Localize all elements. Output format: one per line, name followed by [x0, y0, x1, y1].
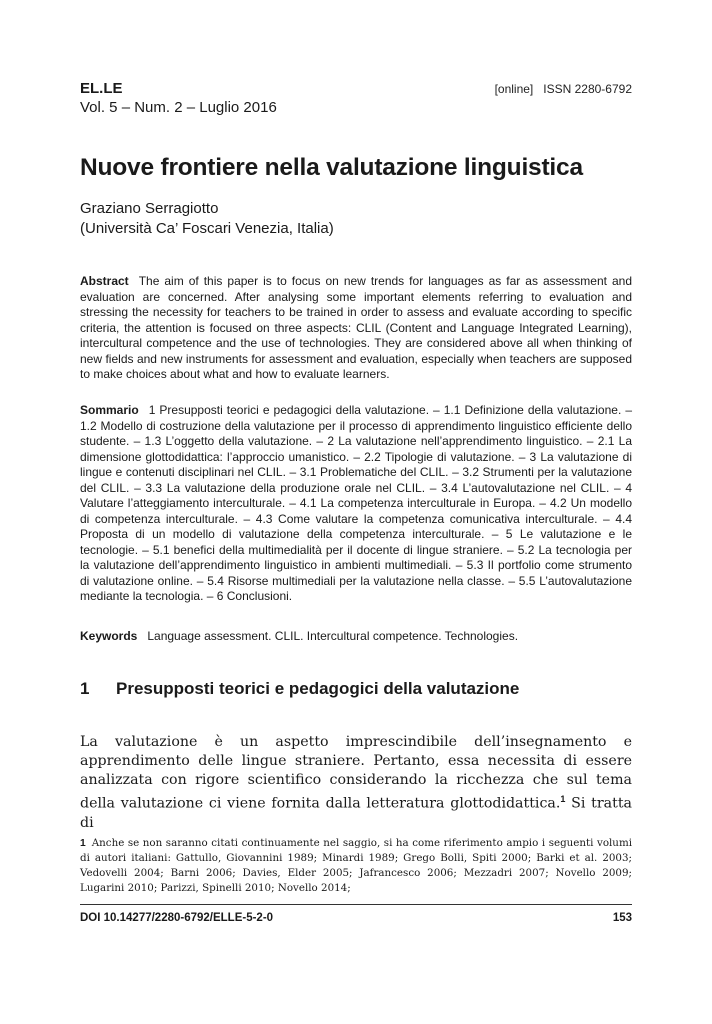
page-number: 153: [612, 912, 632, 924]
footnote-reference[interactable]: 1: [560, 794, 566, 804]
abstract: [80, 274, 632, 383]
keywords-label: Keywords: [80, 629, 138, 643]
keywords-text: Language assessment. CLIL. Intercultural competence. Technologies.: [147, 629, 519, 643]
issn-info: [495, 82, 632, 96]
body-text: La valutazione è un aspetto imprescindibile dell’insegnamento e apprendimento delle lingue straniere. Pertanto, essa necessita di essere analizzata con rigore scientifico considerando la ricchezza che sul tema della valutazione ci viene fornita dalla letteratura glottodidattica.: [80, 734, 632, 812]
online-label: [online]: [494, 82, 534, 96]
issn-number: ISSN 2280-6792: [543, 82, 632, 96]
footnote-number: 1: [80, 838, 86, 849]
journal-header: [80, 80, 632, 118]
section-heading: [80, 678, 632, 700]
author-name: Graziano Serragiotto: [80, 200, 219, 217]
body-paragraph: [80, 733, 632, 833]
section-number: 1: [80, 679, 90, 698]
summary-text: 1 Presupposti teorici e pedagogici della valutazione. – 1.1 Definizione della valutazione. – 1.2 Modello di costruzione della valutazione per il processo di apprendimento linguistico efficiente dello studente. – 1.3 L’oggetto della valutazione. – 2 La valutazione nell’apprendimento linguistico. – 2.1 La dimensione glottodidattica: l’approccio umanistico. – 2.2 Tipologie di valutazione. – 3 La valutazione di lingue e contenuti disciplinari nel CLIL. – 3.1 Problematiche del CLIL. – 3.2 Strumenti per la valutazione del CLIL. – 3.3 La valutazione della produzione orale nel CLIL. – 3.4 L’autovalutazione nel CLIL. – 4 Valutare l’atteggiamento interculturale. – 4.1 La competenza interculturale in Europa. – 4.2 Un modello di competenza interculturale. – 4.3 Come valutare la competenza comunicativa interculturale. – 4.4 Proposta di un modello di valutazione della competenza interculturale. – 5 Le valutazione e le tecnologie. – 5.1 benefici della multimedialità per il docente di lingue straniere. – 5.2 La tecnologia per la valutazione dell’apprendimento linguistico in ambienti multimediali. – 5.3 Il portfolio come strumento di valutazione online. – 5.4 Risorse multimediali per la valutazione nella classe. – 5.5 L’autovalutazione mediante la tecnologia. – 6 Conclusioni.: [80, 403, 632, 603]
summary: [80, 403, 632, 605]
author-block: [80, 199, 334, 239]
keywords: [80, 628, 632, 644]
journal-name: EL.LE: [80, 80, 123, 97]
author-affiliation: (Università Ca’ Foscari Venezia, Italia): [80, 220, 334, 237]
section-title: Presupposti teorici e pedagogici della valutazione: [116, 679, 520, 698]
abstract-label: Abstract: [80, 274, 129, 288]
page-footer: [80, 910, 632, 926]
journal-volume: Vol. 5 – Num. 2 – Luglio 2016: [80, 99, 277, 116]
footnote-text: Anche se non saranno citati continuamente nel saggio, si ha come riferimento ampio i seguenti volumi di autori italiani: Gattullo, Giovannini 1989; Minardi 1989; Grego Bolli, Spiti 2000; Barki et al. 2003; Vedovelli 2004; Barni 2006; Davies, Elder 2005; Jafrancesco 2006; Mezzadri 2007; Novello 2009; Lugarini 2010; Parizzi, Spinelli 2010; Novello 2014;: [80, 837, 632, 894]
footnote: [80, 836, 632, 896]
abstract-text: The aim of this paper is to focus on new trends for languages as far as assessment and evaluation are concerned. After analysing some important elements referring to evaluation and stressing the necessity for teachers to be trained in order to assess and evaluate according to specific criteria, the attention is focused on three aspects: CLIL (Content and Language Integrated Learning), intercultural competence and the use of technologies. They are considered above all when thinking of new fields and new instruments for assessment and evaluation, especially when teachers are supposed to make choices about what and how to evaluate learners.: [80, 274, 632, 381]
summary-label: Sommario: [80, 403, 139, 417]
footer-divider: [80, 904, 632, 905]
body-text-continued: Si tratta di: [80, 795, 632, 831]
doi: DOI 10.14277/2280-6792/ELLE-5-2-0: [80, 912, 274, 924]
paper-page: [80, 0, 632, 1024]
article-title: Nuove frontiere nella valutazione linguistica: [80, 154, 583, 181]
